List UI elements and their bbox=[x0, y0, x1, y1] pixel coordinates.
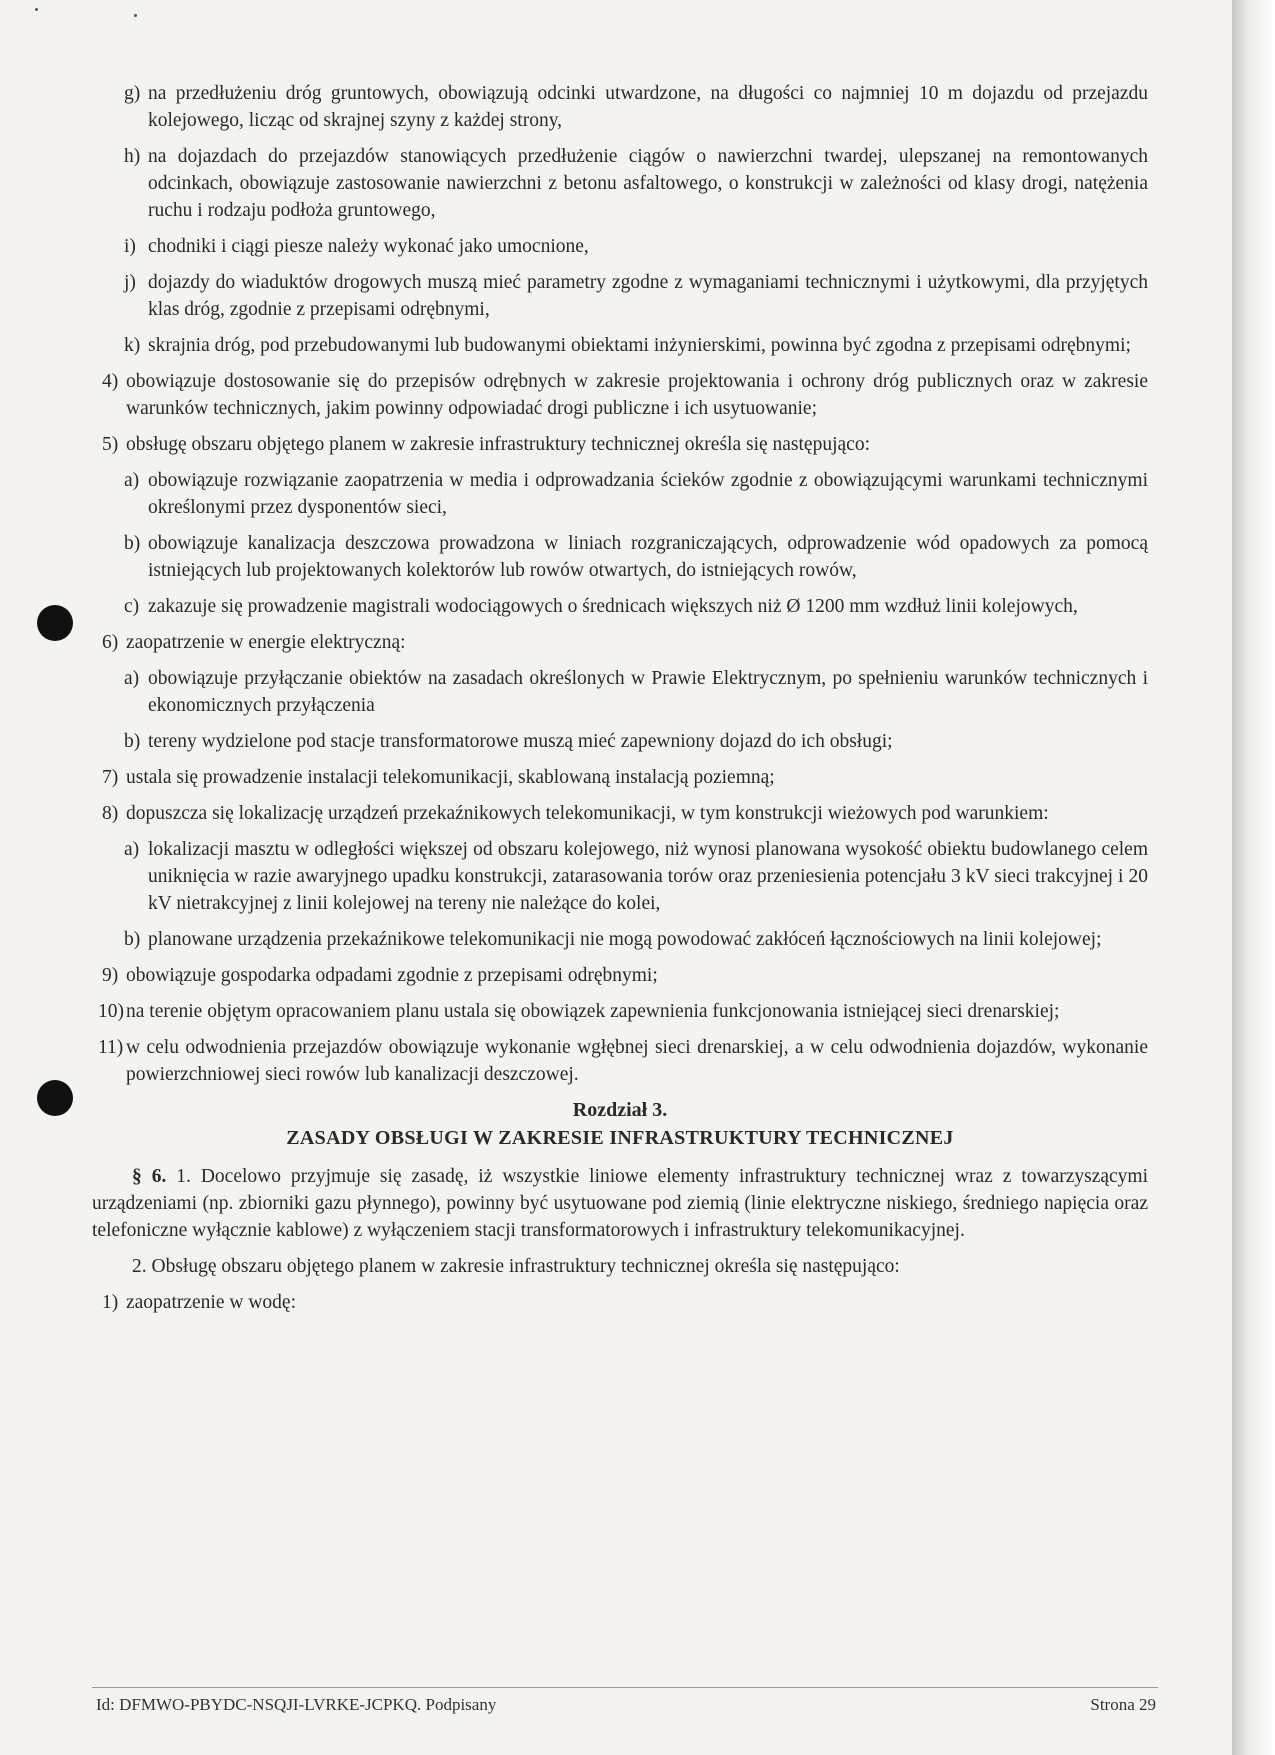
list-item: b) obowiązuje kanalizacja deszczowa prowadzona w liniach rozgraniczających, odprowadzenie wód opadowych za pomocą istniejących lub projektowanych kolektorów lub rowów otwartych, do istniejących rowów, bbox=[124, 533, 1148, 581]
list-item: 1) zaopatrzenie w wodę: bbox=[102, 1292, 296, 1313]
list-item: 10) na terenie objętym opracowaniem planu ustala się obowiązek zapewnienia funkcjonowania istniejącej sieci drenarskiej; bbox=[98, 1001, 1060, 1022]
page-number: Strona 29 bbox=[1090, 1695, 1156, 1714]
chapter-title: ZASADY OBSŁUGI W ZAKRESIE INFRASTRUKTURY TECHNICZNEJ bbox=[286, 1127, 954, 1149]
list-item: a) obowiązuje rozwiązanie zaopatrzenia w media i odprowadzania ścieków zgodnie z obowiązującymi warunkami technicznymi określonymi przez dysponentów sieci, bbox=[124, 470, 1148, 518]
punch-hole bbox=[37, 1080, 73, 1116]
document-body bbox=[92, 80, 1148, 1325]
section-mark: § 6. bbox=[132, 1166, 167, 1187]
list-item: 5) obsługę obszaru objętego planem w zakresie infrastruktury technicznej określa się następująco: bbox=[102, 434, 870, 455]
footer-divider bbox=[92, 1687, 1158, 1688]
list-item: h) na dojazdach do przejazdów stanowiących przedłużenie ciągów o nawierzchni twardej, ulepszanej na remontowanych odcinkach, obowiązuje zastosowanie nawierzchni z betonu asfaltowego, o konstrukcji w zależności od klasy drogi, natężenia ruchu i rodzaju podłoża gruntowego, bbox=[124, 146, 1148, 221]
list-item: 4) obowiązuje dostosowanie się do przepisów odrębnych w zakresie projektowania i ochrony dróg publicznych oraz w zakresie warunków technicznych, jakim powinny odpowiadać drogi publiczne i ich usytuowanie; bbox=[102, 371, 1148, 419]
list-item: a) lokalizacji masztu w odległości większej od obszaru kolejowego, niż wynosi planowana wysokość obiektu budowlanego celem uniknięcia w razie awaryjnego upadku konstrukcji, zatarasowania torów oraz przeniesienia potencjału 3 kV sieci trakcyjnej i 20 kV nietrakcyjnej z linii kolejowej na tereny nie należące do kolei, bbox=[124, 839, 1148, 914]
scan-edge bbox=[1232, 0, 1275, 1755]
scan-speck bbox=[35, 8, 38, 11]
list-item: j) dojazdy do wiaduktów drogowych muszą mieć parametry zgodne z wymaganiami technicznymi i użytkowymi, dla przyjętych klas dróg, zgodnie z przepisami odrębnymi, bbox=[124, 272, 1148, 320]
list-item: 6) zaopatrzenie w energie elektryczną: bbox=[102, 632, 406, 653]
list-item: b) planowane urządzenia przekaźnikowe telekomunikacji nie mogą powodować zakłóceń łącznościowych na linii kolejowej; bbox=[124, 929, 1102, 950]
chapter-number: Rozdział 3. bbox=[572, 1099, 668, 1121]
list-item: 8) dopuszcza się lokalizację urządzeń przekaźnikowych telekomunikacji, w tym konstrukcji wieżowych pod warunkiem: bbox=[102, 803, 1049, 824]
scan-speck bbox=[134, 14, 137, 17]
list-item: a) obowiązuje przyłączanie obiektów na zasadach określonych w Prawie Elektrycznym, po spełnieniu warunków technicznych i ekonomicznych przyłączenia bbox=[124, 668, 1148, 716]
document-id: Id: DFMWO-PBYDC-NSQJI-LVRKE-JCPKQ. Podpisany bbox=[96, 1695, 497, 1714]
list-item: 11) w celu odwodnienia przejazdów obowiązuje wykonanie wgłębnej sieci drenarskiej, a w celu odwodnienia dojazdów, wykonanie powierzchniowej sieci rowów lub kanalizacji deszczowej. bbox=[98, 1037, 1148, 1085]
list-item: k) skrajnia dróg, pod przebudowanymi lub budowanymi obiektami inżynierskimi, powinna być zgodna z przepisami odrębnymi; bbox=[124, 335, 1131, 356]
section-paragraph: 2. Obsługę obszaru objętego planem w zakresie infrastruktury technicznej określa się następująco: bbox=[132, 1256, 900, 1277]
list-item: b) tereny wydzielone pod stacje transformatorowe muszą mieć zapewniony dojazd do ich obsługi; bbox=[124, 731, 893, 752]
list-item: i) chodniki i ciągi piesze należy wykonać jako umocnione, bbox=[124, 236, 589, 257]
punch-hole bbox=[37, 605, 73, 641]
list-item: 9) obowiązuje gospodarka odpadami zgodnie z przepisami odrębnymi; bbox=[102, 965, 658, 986]
list-item: 7) ustala się prowadzenie instalacji telekomunikacji, skablowaną instalacją poziemną; bbox=[102, 767, 775, 788]
list-item: g) na przedłużeniu dróg gruntowych, obowiązują odcinki utwardzone, na długości co najmniej 10 m dojazdu od przejazdu kolejowego, licząc od skrajnej szyny z każdej strony, bbox=[124, 83, 1148, 131]
section-paragraph: § 6. 1. Docelowo przyjmuje się zasadę, iż wszystkie liniowe elementy infrastruktury technicznej wraz z towarzyszącymi urządzeniami (np. zbiorniki gazu płynnego), powinny być usytuowane pod ziemią (linie elektryczne niskiego, średniego napięcia oraz telefoniczne wyłącznie kablowe) z wyłączeniem stacji transformatorowych i infrastruktury telekomunikacyjnej. bbox=[92, 1166, 1149, 1241]
list-item: c) zakazuje się prowadzenie magistrali wodociągowych o średnicach większych niż Ø 1200 mm wzdłuż linii kolejowych, bbox=[124, 596, 1078, 617]
